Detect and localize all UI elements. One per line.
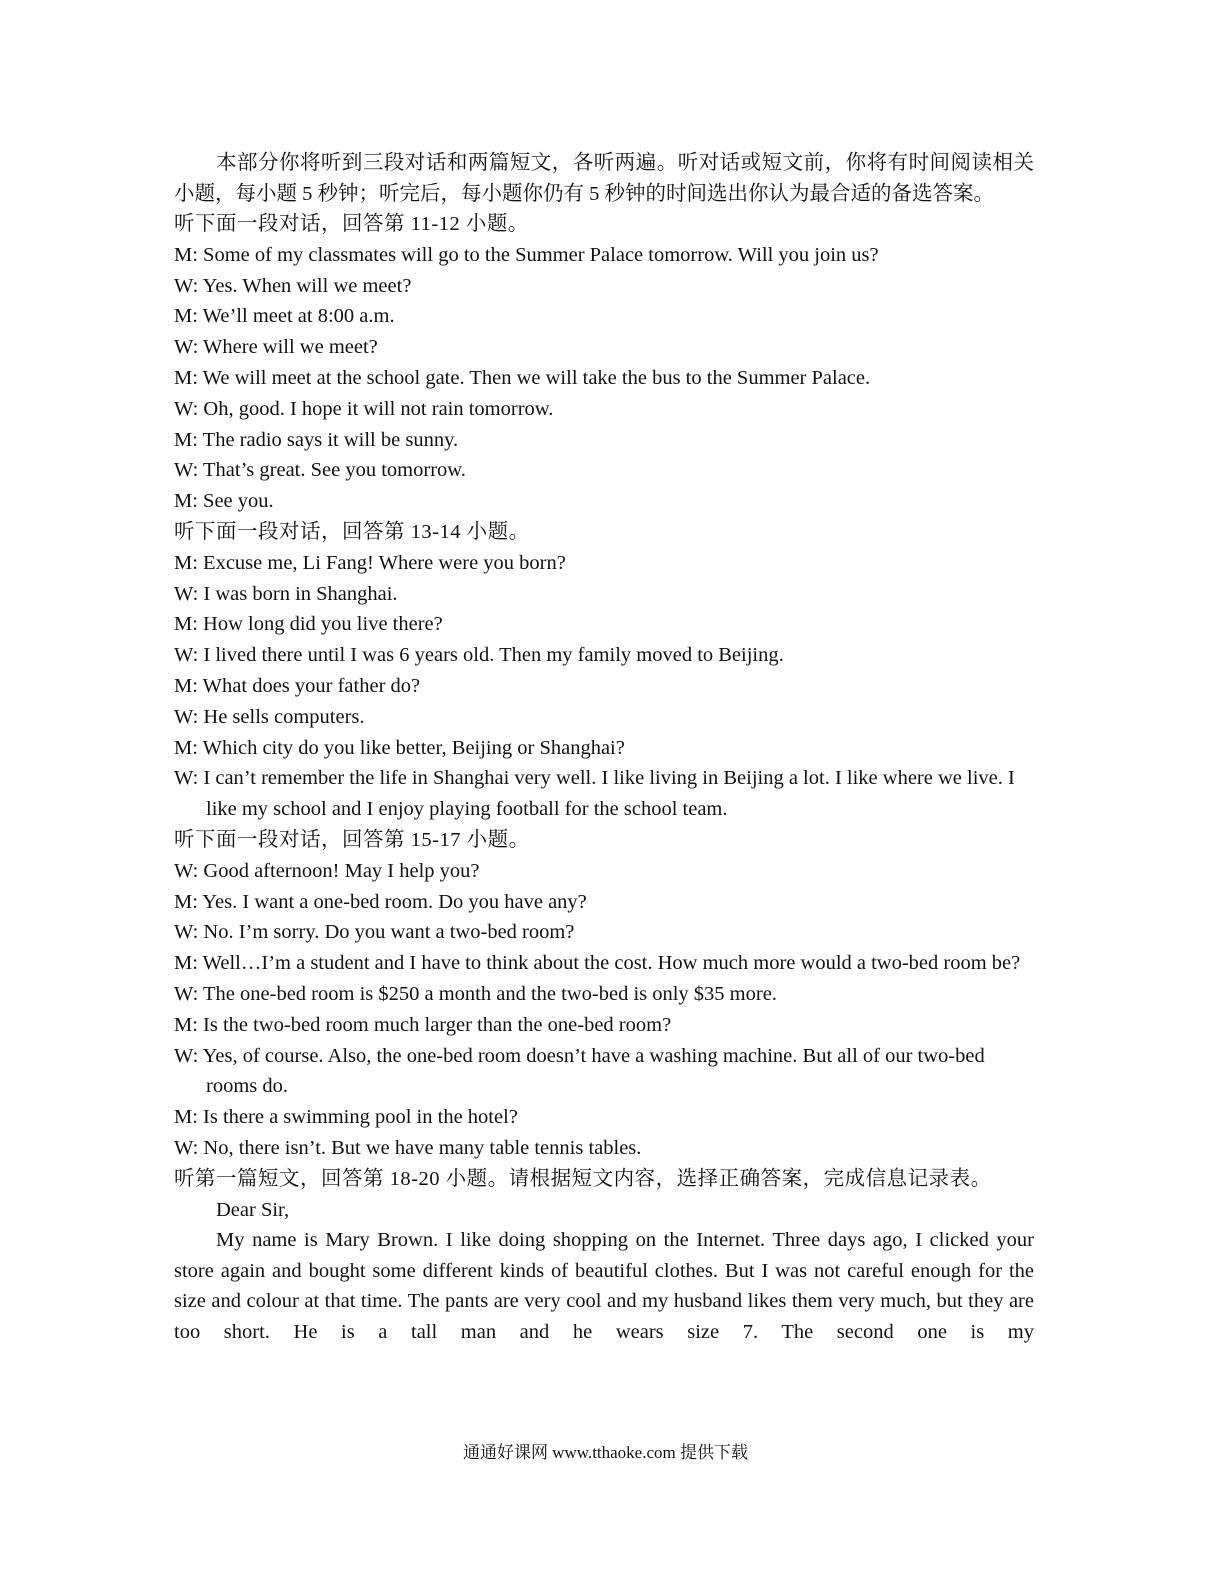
dialogue-line: W: Yes, of course. Also, the one-bed room doesn’t have a washing machine. But all of our two-bed rooms do.: [174, 1044, 985, 1098]
dialogue-line: M: Which city do you like better, Beijing or Shanghai?: [174, 736, 625, 759]
dialogue-line: M: We will meet at the school gate. Then we will take the bus to the Summer Palace.: [174, 366, 871, 389]
dialogue-line: M: See you.: [174, 490, 274, 513]
dialogue-line: M: Excuse me, Li Fang! Where were you born?: [174, 551, 566, 574]
dialogue-line: W: Good afternoon! May I help you?: [174, 859, 480, 882]
dialogue-line: W: I lived there until I was 6 years old. Then my family moved to Beijing.: [174, 644, 784, 667]
letter-body: My name is Mary Brown. I like doing shopping on the Internet. Three days ago, I clicked your store again and bought some different kinds of beautiful clothes. But I was not careful enough for the size and colour at that time. The pants are very cool and my husband likes them very much, but they are too short. He is a tall man and he wears size 7. The second one is my: [174, 1229, 1034, 1343]
dialogue-line: M: Yes. I want a one-bed room. Do you have any?: [174, 890, 587, 913]
dialogue-3-heading: 听下面一段对话，回答第 15-17 小题。: [174, 828, 530, 851]
dialogue-line: M: We’ll meet at 8:00 a.m.: [174, 305, 395, 328]
dialogue-line: W: No. I’m sorry. Do you want a two-bed room?: [174, 921, 575, 944]
dialogue-line: M: Well…I’m a student and I have to think about the cost. How much more would a two-bed room be?: [174, 952, 1021, 975]
dialogue-1-heading: 听下面一段对话，回答第 11-12 小题。: [174, 213, 529, 235]
dialogue-line: M: How long did you live there?: [174, 613, 443, 636]
dialogue-line: W: That’s great. See you tomorrow.: [174, 459, 466, 482]
page-content: [174, 148, 1034, 1347]
dialogue-line: W: Oh, good. I hope it will not rain tomorrow.: [174, 397, 554, 420]
section-instructions: 本部分你将听到三段对话和两篇短文，各听两遍。听对话或短文前，你将有时间阅读相关小题，每小题 5 秒钟；听完后，每小题你仍有 5 秒钟的时间选出你认为最合适的备选答案。: [174, 152, 1034, 205]
page-footer: 通通好课网 www.tthaoke.com 提供下载: [462, 1443, 749, 1462]
dialogue-line: W: I can’t remember the life in Shanghai very well. I like living in Beijing a lot. I like where we live. I like my school and I enjoy playing football for the school team.: [174, 767, 1015, 821]
dialogue-line: W: I was born in Shanghai.: [174, 582, 398, 605]
dialogue-line: M: The radio says it will be sunny.: [174, 428, 459, 451]
dialogue-line: M: Some of my classmates will go to the Summer Palace tomorrow. Will you join us?: [174, 243, 879, 266]
dialogue-2-heading: 听下面一段对话，回答第 13-14 小题。: [174, 520, 530, 543]
dialogue-line: W: Where will we meet?: [174, 336, 378, 359]
dialogue-line: M: Is there a swimming pool in the hotel?: [174, 1106, 518, 1129]
passage-1-heading: 听第一篇短文，回答第 18-20 小题。请根据短文内容，选择正确答案，完成信息记录表。: [174, 1167, 992, 1190]
dialogue-line: W: The one-bed room is $250 a month and the two-bed is only $35 more.: [174, 982, 777, 1005]
dialogue-line: W: No, there isn’t. But we have many table tennis tables.: [174, 1136, 642, 1159]
dialogue-line: W: Yes. When will we meet?: [174, 274, 412, 297]
dialogue-line: M: What does your father do?: [174, 674, 421, 697]
letter-greeting: Dear Sir,: [216, 1198, 290, 1221]
dialogue-line: W: He sells computers.: [174, 705, 365, 728]
dialogue-line: M: Is the two-bed room much larger than the one-bed room?: [174, 1013, 672, 1036]
